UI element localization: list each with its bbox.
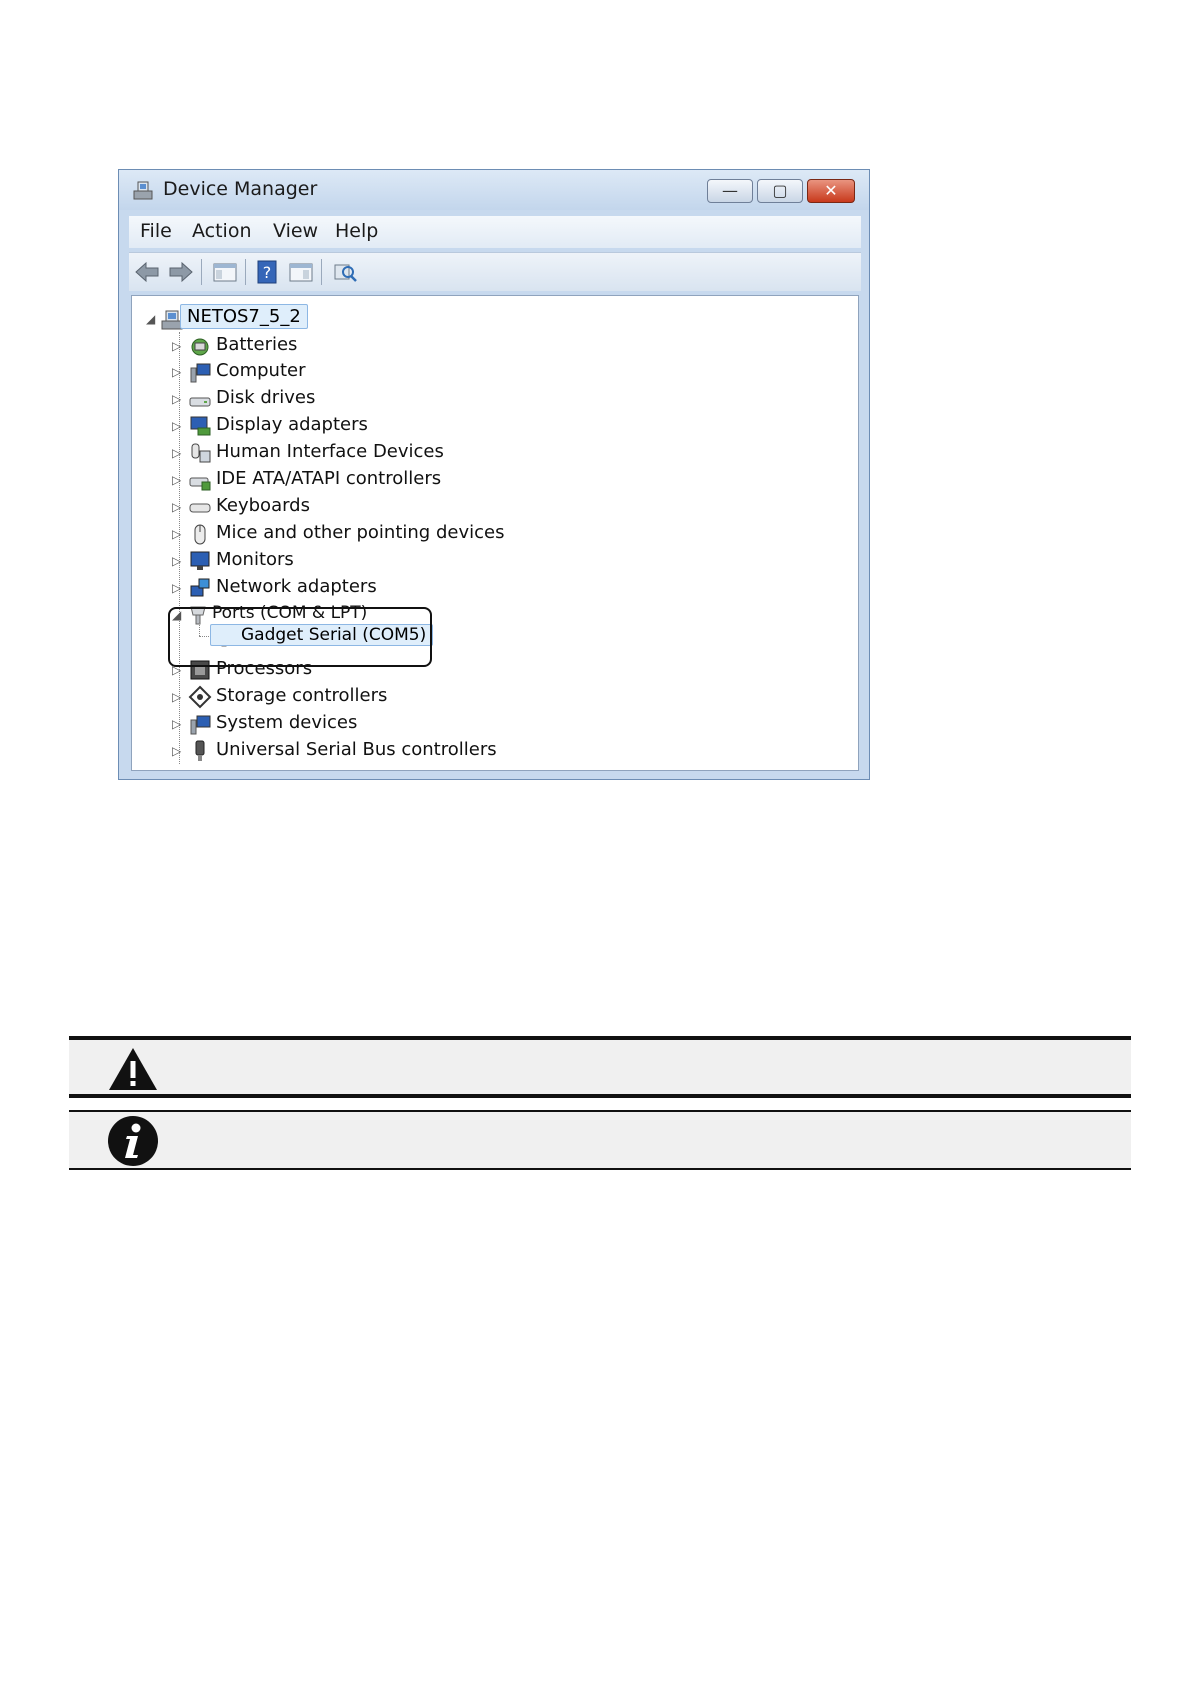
tree-item-disk-drives[interactable] [172,386,672,412]
tree-item-label: Display adapters [216,414,368,435]
scan-hardware-changes-icon[interactable] [331,259,359,285]
expand-arrow-icon[interactable]: ▷ [172,365,182,379]
maximize-icon: ▢ [772,181,788,200]
tree-item-label: Mice and other pointing devices [216,522,505,543]
expand-arrow-icon[interactable]: ▷ [172,663,182,677]
properties-icon[interactable] [287,259,315,285]
tree-root[interactable] [146,306,546,332]
tree-item-display-adapters[interactable] [172,413,672,439]
tree-item-selected-label: Gadget Serial (COM5) [210,624,433,646]
forward-icon[interactable] [167,259,195,285]
tree-item-ide-ata-atapi-controllers[interactable] [172,467,672,493]
hid-icon [188,441,212,465]
tree-item-label: Human Interface Devices [216,441,444,462]
warning-triangle-icon [107,1046,159,1092]
expand-arrow-icon[interactable]: ▷ [172,527,182,541]
tree-item-keyboards[interactable] [172,494,672,520]
tree-item-batteries[interactable] [172,333,672,359]
menu-action[interactable]: Action [192,220,252,242]
back-icon[interactable] [133,259,161,285]
window-title: Device Manager [163,178,318,200]
maximize-button[interactable] [757,179,803,203]
expand-arrow-icon[interactable]: ▷ [172,500,182,514]
menu-bar [129,216,861,248]
toolbar-separator [321,259,322,285]
show-hide-console-tree-icon[interactable] [211,259,239,285]
title-bar[interactable] [119,170,869,210]
tree-item-mice[interactable] [172,521,672,547]
system-devices-icon [188,712,212,736]
ports-highlight-callout [168,607,432,667]
display-adapter-icon [188,414,212,438]
tree-item-label: Universal Serial Bus controllers [216,739,497,760]
info-notice [69,1110,1131,1170]
expand-arrow-icon[interactable]: ▷ [172,339,182,353]
tree-item-storage-controllers[interactable] [172,684,672,710]
device-manager-icon [131,179,155,201]
tree-item-system-devices[interactable] [172,711,672,737]
menu-view[interactable]: View [273,220,319,242]
tree-item-label: Storage controllers [216,685,388,706]
monitor-icon [188,549,212,573]
collapse-arrow-icon[interactable]: ◢ [172,608,182,622]
tree-item-label: Network adapters [216,576,377,597]
tree-item-human-interface-devices[interactable] [172,440,672,466]
toolbar-separator [201,259,202,285]
tree-item-label: Monitors [216,549,294,570]
close-icon: ✕ [824,181,838,200]
close-button[interactable] [807,179,855,203]
tree-item-usb-controllers[interactable] [172,738,672,764]
tree-item-monitors[interactable] [172,548,672,574]
tree-item-label: Computer [216,360,306,381]
battery-icon [188,334,212,358]
network-adapter-icon [188,576,212,600]
expand-arrow-icon[interactable]: ▷ [172,690,182,704]
menu-file[interactable]: File [140,220,172,242]
expand-arrow-icon[interactable]: ▷ [172,717,182,731]
storage-controller-icon [188,685,212,709]
svg-text:?: ? [262,263,272,282]
usb-icon [188,739,212,763]
tree-item-label: Keyboards [216,495,310,516]
menu-help[interactable]: Help [335,220,379,242]
toolbar-separator [245,259,246,285]
minimize-icon: — [722,181,738,200]
root-computer-name[interactable]: NETOS7_5_2 [180,304,308,329]
mouse-icon [188,522,212,546]
ide-controller-icon [188,468,212,492]
expand-arrow-icon[interactable]: ▷ [172,473,182,487]
disk-drive-icon [188,387,212,411]
tree-item-label: System devices [216,712,358,733]
expand-arrow-icon[interactable]: ▷ [172,419,182,433]
expand-arrow-icon[interactable]: ▷ [172,554,182,568]
warning-notice [69,1036,1131,1098]
expand-arrow-icon[interactable]: ▷ [172,446,182,460]
help-icon[interactable] [253,259,281,285]
expand-arrow-icon[interactable]: ▷ [172,744,182,758]
tree-item-label: Ports (COM & LPT) [212,603,368,623]
device-manager-window [118,169,870,780]
tree-item-network-adapters[interactable] [172,575,672,601]
computer-icon [188,360,212,384]
expand-arrow-icon[interactable]: ▷ [172,392,182,406]
tree-item-label: IDE ATA/ATAPI controllers [216,468,442,489]
tree-item-label: Processors [216,658,313,679]
tree-item-label: Disk drives [216,387,316,408]
toolbar [129,252,861,291]
device-tree [131,295,859,771]
keyboard-icon [188,495,212,519]
expand-arrow-icon[interactable]: ▷ [172,581,182,595]
minimize-button[interactable] [707,179,753,203]
info-circle-icon [107,1115,159,1167]
tree-item-computer[interactable] [172,359,672,385]
collapse-arrow-icon[interactable]: ◢ [146,312,156,326]
tree-item-label: Batteries [216,334,298,355]
